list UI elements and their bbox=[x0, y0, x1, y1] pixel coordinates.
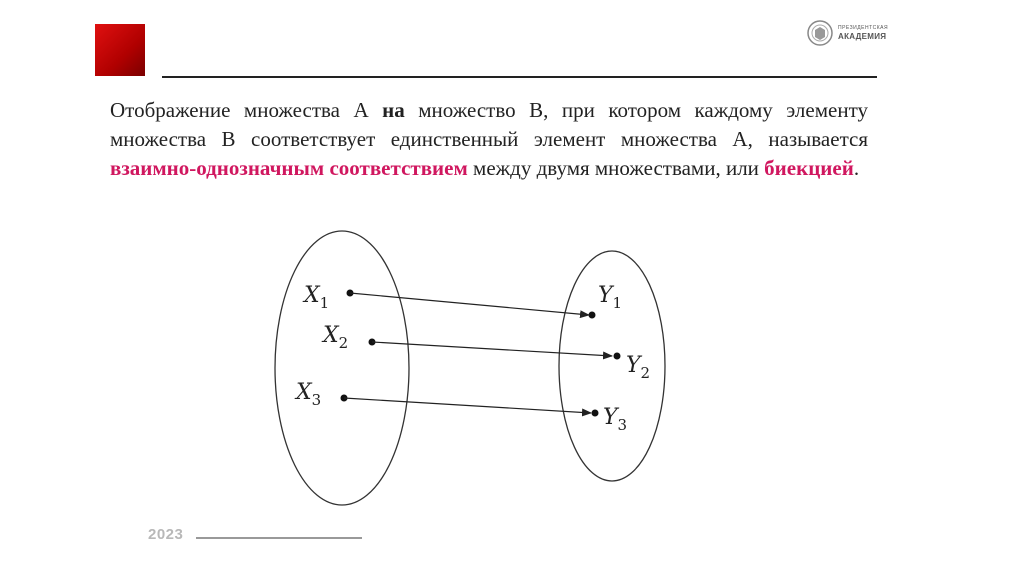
arrow-x3-y3 bbox=[344, 398, 591, 413]
label-x3: $X_3$ bbox=[296, 380, 322, 409]
label-x2: $X_2$ bbox=[323, 323, 349, 352]
label-y3: $Y_3$ bbox=[603, 405, 628, 434]
point-y2 bbox=[614, 353, 621, 360]
arrow-x1-y1 bbox=[350, 293, 589, 315]
footer-year: 2023 bbox=[148, 526, 184, 543]
label-x1: $X_1$ bbox=[304, 283, 330, 312]
logo-line-1: ПРЕЗИДЕНТСКАЯ bbox=[838, 24, 889, 31]
label-y1: $Y_1$ bbox=[598, 283, 623, 312]
logo-line-2: АКАДЕМИЯ bbox=[838, 31, 887, 41]
text-bold-na: на bbox=[382, 98, 405, 122]
term-bijective-correspondence: взаимно-однозначным соответствием bbox=[110, 156, 468, 180]
footer-divider bbox=[196, 537, 362, 539]
text-part-1: Отображение множества А bbox=[110, 98, 383, 122]
text-part-5: между двумя множествами, или bbox=[467, 156, 765, 180]
set-x-ellipse bbox=[275, 231, 409, 505]
text-part-7: . bbox=[853, 156, 860, 180]
point-y1 bbox=[589, 312, 596, 319]
label-y2: $Y_2$ bbox=[626, 353, 651, 382]
term-bijection: биекцией bbox=[764, 156, 854, 180]
text-part-3: множество В, при котором каждому элементу множества В соответствует единственный элемент множества А, называется bbox=[110, 98, 868, 151]
point-y3 bbox=[592, 410, 599, 417]
